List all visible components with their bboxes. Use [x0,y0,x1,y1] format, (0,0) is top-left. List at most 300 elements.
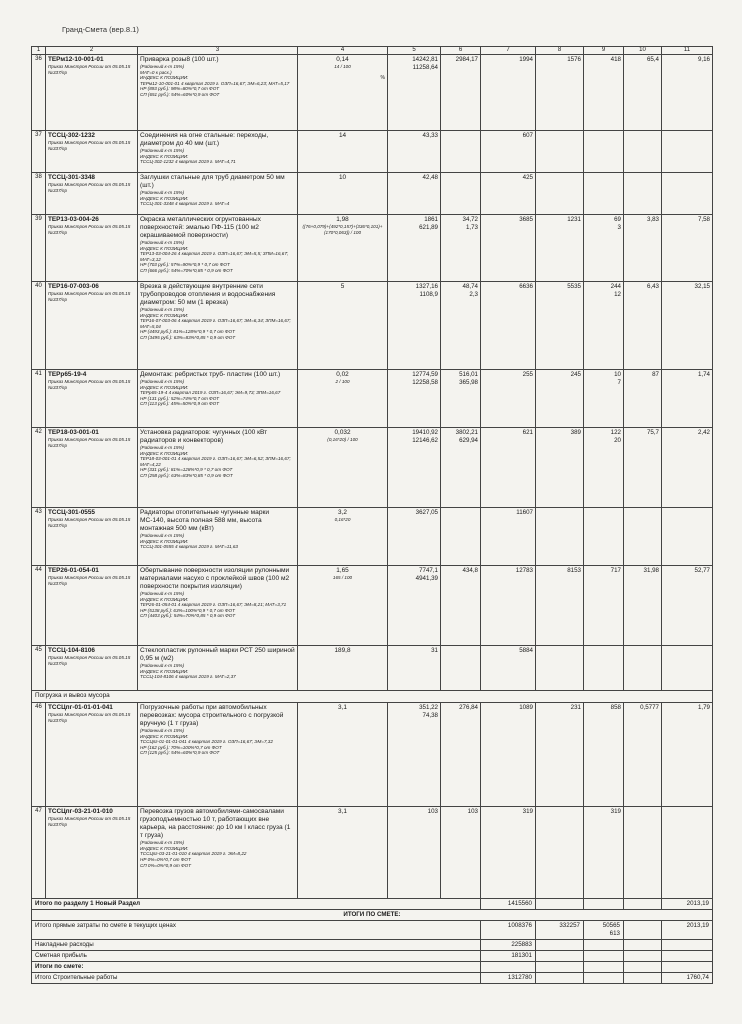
totals-c10 [624,939,662,950]
quantity-cell [298,703,388,807]
row-number: 43 [32,508,46,566]
work-note: ИНДЕКС К ПОЗИЦИИ: [140,312,189,318]
estimate-row [32,173,713,215]
estimate-row [32,703,713,807]
wage-cost: 8153 [536,566,584,646]
totals-row [32,910,713,921]
rate-code-cell [46,173,138,215]
section-label: Погрузка и вывоз мусора [32,691,713,703]
work-note: (Районный к-т 15%) [140,591,185,597]
cost-value: 858 [610,704,621,711]
totals-c9 [584,939,624,950]
work-note: ТССЦ-302-1232 4 квартал 2019 г. МАТ=4,71 [140,159,236,165]
labor-total [662,173,713,215]
work-note: СП (651 руб.): 54%=60%*0,9 от ФОТ [140,92,220,97]
unit-cost-c5 [388,703,441,807]
column-number: 9 [584,47,624,55]
work-note: (Районный к-т 15%) [140,840,185,846]
rate-source: Приказ Минстроя России от 05.05.15 №337/пр [48,575,131,586]
work-note: ТССЦ-301-0555 4 квартал 2019 г. МАТ=11,63 [140,544,238,550]
cost-value: 365,98 [459,378,478,386]
quantity: 0,032 [334,429,351,436]
work-note: НР (331 руб.): 81%=128%*0,9 * 0,7 от ФОТ [140,467,233,473]
cost-value: 629,94 [459,436,478,444]
cost-value: 516,01 [459,371,478,378]
labor-total: 32,15 [662,282,713,370]
cost-value: 319 [610,808,621,815]
totals-label: Сметная прибыль [32,950,481,961]
totals-value: 1008376 [507,922,532,929]
work-note: НР (5138 руб.): 63%=100%*0,9 * 0,7 от ФОТ [140,607,235,613]
estimate-row [32,428,713,508]
row-number: 40 [32,282,46,370]
unit-cost-c5 [388,508,441,566]
totals-c9 [584,950,624,961]
work-title: Перевозка грузов автомобилями-самосвалами грузоподъемностью 10 т, работающих вне карьера, на расстояние: до 10 км I класс груза (1 т груза) [140,808,291,840]
quantity-formula: 165 / 100 [332,575,353,581]
totals-row [32,961,713,972]
totals-value: 50565 [602,922,620,929]
cost-value: 48,74 [462,283,478,290]
total-cost: 1994 [481,55,536,131]
rate-source: Приказ Минстроя России от 05.05.15 №337/пр [48,64,131,75]
quantity: 1,98 [336,216,349,223]
wage-cost [536,646,584,691]
wage-cost: 245 [536,370,584,428]
quantity: 1,65 [336,567,349,574]
column-number: 2 [46,47,138,55]
work-title: Окраска металлических огрунтованных поверхностей: эмалью ПФ-115 (100 м2 окрашиваемой поверхности) [140,216,261,240]
work-note: ИНДЕКС К ПОЗИЦИИ: [140,668,189,674]
rate-code-cell [46,370,138,428]
rate-source: Приказ Минстроя России от 05.05.15 №337/пр [48,379,131,390]
cost-value: 103 [467,808,478,815]
rate-code-cell [46,55,138,131]
rate-source: Приказ Минстроя России от 05.05.15 №337/пр [48,816,131,827]
cost-value: 14242,81 [412,56,438,63]
work-note: НР 0%=0%*0,7 от ФОТ [140,856,191,862]
machine-cost [584,370,624,428]
cost-value: 7 [617,378,621,386]
machine-cost [584,282,624,370]
row-number: 41 [32,370,46,428]
totals-row [32,972,713,983]
totals-c7 [481,961,536,972]
totals-c11 [662,899,713,910]
cost-value: 12258,58 [412,378,438,386]
totals-c10 [624,950,662,961]
quantity-cell [298,508,388,566]
wage-cost [536,807,584,899]
totals-c7 [481,972,536,983]
rate-source: Приказ Минстроя России от 05.05.15 №337/пр [48,655,131,666]
rate-code: ТССЦ-302-1232 [48,132,95,139]
work-description-cell [138,807,298,899]
work-note: ИНДЕКС К ПОЗИЦИИ: [140,153,189,159]
column-number: 10 [624,47,662,55]
total-cost: 6636 [481,282,536,370]
work-description-cell [138,428,298,508]
work-note: ТССЦ-104-8106 4 квартал 2019 г. МАТ=2,37 [140,674,236,680]
cost-value: 1108,9 [419,290,438,298]
work-title: Демонтаж: ребристых труб- пластин (100 шт.) [140,371,281,378]
labor-total: 7,58 [662,215,713,282]
unit-cost-c5 [388,215,441,282]
labor-total: 1,79 [662,703,713,807]
quantity: 10 [338,174,347,181]
totals-c8 [536,950,584,961]
totals-label: Итого прямые затраты по смете в текущих ценах [32,921,481,940]
machine-cost [584,55,624,131]
cost-value: 42,48 [422,174,438,181]
wage-cost [536,131,584,173]
machine-cost [584,646,624,691]
totals-value: 2013,19 [686,900,709,907]
totals-c8 [536,939,584,950]
totals-value: 1312780 [507,973,532,981]
work-title: Установка радиаторов: чугунных (100 кВт радиаторов и конвекторов) [140,429,268,445]
cost-value: 244 [610,283,621,290]
machine-cost [584,566,624,646]
estimate-table [31,46,713,984]
total-cost: 3685 [481,215,536,282]
unit-cost-c6 [441,703,481,807]
totals-c8 [536,921,584,940]
totals-label: Итоги по смете: [32,961,481,972]
totals-c7 [481,921,536,940]
column-number-row [32,47,713,55]
work-note: ИНДЕКС К ПОЗИЦИИ: [140,596,189,602]
work-note: (Районный к-т 15%) [140,728,185,734]
work-note: ТЕРр65-19-4 4 квартал 2019 г. ОЗП=16,67; ЭМ=9,73; ЗПМ=16,67 [140,390,281,396]
cost-value: 12 [614,290,621,298]
machine-cost [584,131,624,173]
rate-code-cell [46,807,138,899]
column-number: 11 [662,47,713,55]
column-number: 8 [536,47,584,55]
work-note: (Районный к-т 15%) [140,240,185,246]
cost-value: 2984,17 [455,56,478,63]
work-note: ИНДЕКС К ПОЗИЦИИ: [140,384,189,390]
cost-value: 434,8 [462,567,478,574]
rate-code: ТССЦпг-03-21-01-010 [48,808,113,815]
totals-c8 [536,899,584,910]
quantity-cell [298,566,388,646]
work-description-cell [138,173,298,215]
unit-cost-c5 [388,566,441,646]
quantity-formula: 14 / 100 [334,64,351,70]
cost-value: 19410,92 [412,429,438,436]
section-row [32,691,713,703]
totals-c7 [481,899,536,910]
quantity: 3,1 [338,808,347,815]
rate-code: ТЕРр65-19-4 [48,371,87,378]
wage-cost: 5535 [536,282,584,370]
wage-cost: 1576 [536,55,584,131]
work-note: ИНДЕКС К ПОЗИЦИИ: [140,245,189,251]
quantity: 3,2 [338,509,347,516]
estimate-row [32,566,713,646]
cost-value: 2,3 [469,290,478,298]
machine-cost [584,428,624,508]
rate-source: Приказ Минстроя России от 05.05.15 №337/пр [48,140,131,151]
total-cost: 11607 [481,508,536,566]
unit-cost-c6 [441,646,481,691]
totals-c11 [662,972,713,983]
rate-code-cell [46,703,138,807]
rate-code: ТЕР16-07-003-06 [48,283,99,290]
work-note: ИНДЕКС К ПОЗИЦИИ: [140,450,189,456]
labor-total [662,646,713,691]
estimate-table-body [32,47,713,984]
work-note: ИНДЕКС К ПОЗИЦИИ: [140,538,189,544]
labor-per-unit: 75,7 [624,428,662,508]
work-note: ТССЦ-301-3348 4 квартал 2019 г. МАТ=4 [140,201,230,207]
work-note: СП (4403 руб.): 54%=70%*0,85 * 0,9 от ФОТ [140,613,236,619]
cost-value: 1861 [424,216,438,223]
cost-value: 717 [610,567,621,574]
work-note: СП (666 руб.): 54%=70%*0,85 * 0,9 от ФОТ [140,268,233,274]
totals-value: 225883 [511,940,532,948]
rate-code-cell [46,215,138,282]
cost-value: 1327,16 [415,283,438,290]
unit-cost-c5 [388,282,441,370]
labor-total: 2,42 [662,428,713,508]
estimate-row [32,646,713,691]
work-description-cell [138,508,298,566]
work-note: НР (162 руб.): 70%=100%*0,7 от ФОТ [140,744,222,750]
labor-total: 1,74 [662,370,713,428]
labor-per-unit [624,807,662,899]
totals-c10 [624,972,662,983]
cost-value: 418 [610,56,621,63]
work-note: (Районный к-т 15%) [140,148,185,154]
work-description-cell [138,282,298,370]
totals-label: Накладные расходы [32,939,481,950]
rate-code: ТЕРм12-10-001-01 [48,56,104,63]
totals-c11 [662,950,713,961]
work-note: ИНДЕКС К ПОЗИЦИИ: [140,75,189,81]
estimate-row [32,508,713,566]
totals-row [32,921,713,940]
totals-value: 613 [609,929,620,937]
quantity: 3,1 [338,704,347,711]
totals-c9 [584,921,624,940]
work-note: ИНДЕКС К ПОЗИЦИИ: [140,845,189,851]
totals-c7 [481,950,536,961]
wage-cost: 389 [536,428,584,508]
rate-code: ТЕР26-01-054-01 [48,567,99,574]
cost-value: 3 [617,223,621,231]
quantity-cell [298,646,388,691]
quantity: 189,8 [334,647,351,654]
totals-c9 [584,972,624,983]
work-description-cell [138,566,298,646]
totals-c11 [662,961,713,972]
cost-value: 7747,1 [419,567,438,574]
cost-value: 43,33 [422,132,438,139]
work-note: (Районный к-т 15%) [140,663,185,669]
labor-per-unit [624,646,662,691]
unit-cost-c6 [441,55,481,131]
cost-value: 276,84 [459,704,478,711]
cost-value: 34,72 [462,216,478,223]
document-header: Гранд-Смета (вер.8.1) [62,25,139,34]
total-cost: 607 [481,131,536,173]
totals-c11 [662,921,713,940]
cost-value: 621,89 [419,223,438,231]
column-number: 7 [481,47,536,55]
work-note: НР (893 руб.): 98%=80%*0,7 от ФОТ [140,86,220,92]
cost-value: 3627,05 [415,509,438,516]
work-title: Приварка розы8 (100 шт.) [140,56,219,63]
total-cost: 425 [481,173,536,215]
cost-value: 20 [614,436,621,444]
unit-cost-c5 [388,428,441,508]
totals-row [32,899,713,910]
cost-value: 4941,39 [415,574,438,582]
work-note: ИНДЕКС К ПОЗИЦИИ: [140,195,189,201]
quantity-formula: 0,16*20 [334,517,351,523]
work-note: ТЕР26-01-054-01 4 квартал 2019 г. ОЗП=16,67; ЭМ=8,21; МАТ=3,71 [140,602,287,608]
work-note: (Районный к-т 15%) [140,379,185,385]
totals-label: Итого по разделу 1 Новый Раздел [32,899,481,910]
labor-per-unit: 3,83 [624,215,662,282]
unit-cost-c6 [441,807,481,899]
labor-per-unit [624,508,662,566]
rate-source: Приказ Минстроя России от 05.05.15 №337/пр [48,517,131,528]
rate-code-cell [46,566,138,646]
row-number: 45 [32,646,46,691]
unit-cost-c5 [388,646,441,691]
unit-cost-c5 [388,131,441,173]
column-number: 3 [138,47,298,55]
work-note: ТЕР16-07-003-06 4 квартал 2019 г. ОЗП=16,67; ЭМ=6,34; ЗПМ=16,67; МАТ=5,04 [140,318,291,329]
labor-per-unit: 0,5777 [624,703,662,807]
cost-value: 103 [427,808,438,815]
machine-cost [584,215,624,282]
totals-c9 [584,899,624,910]
work-note: НР (703 руб.): 57%=90%*0,9 * 0,7 от ФОТ [140,262,230,268]
estimate-row [32,370,713,428]
column-number: 5 [388,47,441,55]
rate-code: ТССЦ-301-0555 [48,509,95,516]
column-number: 1 [32,47,46,55]
labor-per-unit: 87 [624,370,662,428]
quantity: 0,14 [336,56,349,63]
work-description-cell [138,703,298,807]
work-title: Заглушки стальные для труб диаметром 50 мм (шт.) [140,174,285,190]
work-note: ТЕР18-03-001-01 4 квартал 2019 г. ОЗП=16,67; ЭМ=6,52; ЗПМ=16,67; МАТ=4,22 [140,456,291,467]
work-note: СП 0%=0%*0,9 от ФОТ [140,862,192,868]
wage-cost: 1231 [536,215,584,282]
work-note: (Районный к-т 15%) [140,533,185,539]
work-note: ТЕРм12-10-001-01 4 квартал 2019 г. ОЗП=16,67; ЭМ=6,23; МАТ=5,17 [140,80,290,86]
quantity-cell [298,55,388,131]
work-note: ТЕР13-03-004-26 4 квартал 2019 г. ОЗП=16,67; ЭМ=5,5; ЗПМ=16,67; МАТ=3,12 [140,251,289,262]
row-number: 47 [32,807,46,899]
work-title: Врезка в действующие внутренние сети трубопроводов отопления и водоснабжения диаметром: 50 мм (1 врезка) [140,283,276,307]
rate-source: Приказ Минстроя России от 05.05.15 №337/пр [48,224,131,235]
unit-cost-c6 [441,282,481,370]
work-description-cell [138,215,298,282]
rate-code-cell [46,428,138,508]
labor-total [662,131,713,173]
row-number: 44 [32,566,46,646]
totals-value: 181301 [511,951,532,959]
estimate-row [32,55,713,131]
work-note: (Районный к-т 15%) [140,445,185,451]
machine-cost [584,173,624,215]
work-note: (Районный к-т 15%) [140,64,185,70]
cost-value: 351,22 [419,704,438,711]
unit-cost-c5 [388,173,441,215]
work-note: НР (131 руб.): 52%=74%*0,7 от ФОТ [140,395,220,401]
labor-per-unit [624,131,662,173]
unit-cost-c6 [441,428,481,508]
wage-cost [536,173,584,215]
rate-code-cell [46,646,138,691]
work-title: Стеклопластик рулонный марки РСТ 250 шириной 0,95 м (м2) [140,647,295,663]
labor-total: 52,77 [662,566,713,646]
totals-c10 [624,899,662,910]
total-cost: 5884 [481,646,536,691]
rate-code: ТССЦпг-01-01-01-041 [48,704,113,711]
cost-value: 31 [431,647,438,654]
rate-code: ТССЦ-104-8106 [48,647,95,654]
totals-value: 1760,74 [686,973,709,981]
quantity-cell [298,173,388,215]
cost-value: 12146,62 [412,436,438,444]
totals-row [32,939,713,950]
totals-row [32,950,713,961]
cost-value: 11258,64 [412,63,438,71]
work-note: ИНДЕКС К ПОЗИЦИИ: [140,733,189,739]
quantity-formula: ((76+0,079)+(492*0,157)+(336*0,101)+(170*0,063)) / 100 [302,224,383,235]
totals-value: 2013,19 [686,922,709,929]
unit-cost-c6 [441,370,481,428]
cost-value: 74,38 [422,711,438,719]
totals-c8 [536,961,584,972]
quantity-cell [298,428,388,508]
totals-c8 [536,972,584,983]
totals-c11 [662,939,713,950]
work-title: Радиаторы отопительные чугунные марки МС-140, высота полная 588 мм, высота монтажная 500 мм (кВт) [140,509,270,533]
labor-per-unit [624,173,662,215]
quantity: 14 [338,132,347,139]
work-note: НР (4493 руб.): 81%=128%*0,9 * 0,7 от ФОТ [140,329,235,335]
work-note: ТССЦпг-01-01-01-041 4 квартал 2019 г. ОЗП=16,67; ЭМ=7,32 [140,739,273,745]
work-note: СП (125 руб.): 54%=60%*0,9 от ФОТ [140,750,220,756]
total-cost: 621 [481,428,536,508]
totals-value: 1415560 [507,900,532,907]
row-number: 36 [32,55,46,131]
work-note: (Районный к-т 15%) [140,190,185,196]
work-title: Соединения на огне стальные: переходы, диаметром до 40 мм (шт.) [140,132,269,148]
labor-total [662,807,713,899]
total-cost: 12783 [481,566,536,646]
total-cost: 255 [481,370,536,428]
quantity-formula: (0,16*20) / 100 [327,437,358,443]
cost-value: 12774,59 [412,371,438,378]
row-number: 46 [32,703,46,807]
totals-value: 332257 [559,922,580,929]
rate-code: ТССЦ-301-3348 [48,174,95,181]
machine-cost [584,807,624,899]
quantity: 0,02 [336,371,349,378]
totals-c7 [481,939,536,950]
column-number: 4 [298,47,388,55]
